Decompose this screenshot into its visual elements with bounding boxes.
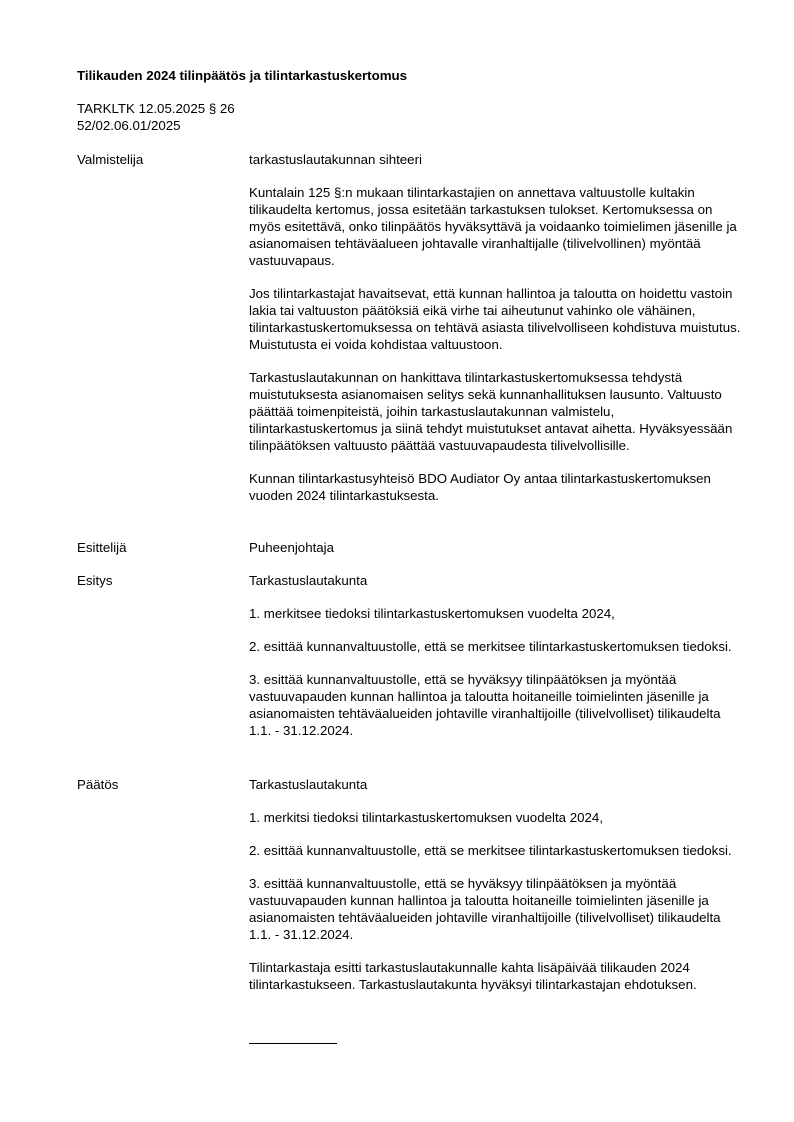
paatos-item-2: 2. esittää kunnanvaltuustolle, että se merkitsee tilintarkastuskertomuksen tiedoksi. <box>249 843 732 858</box>
paatos-section <box>249 776 741 1009</box>
closing-rule <box>249 1043 337 1044</box>
esitys-item-3: 3. esittää kunnanvaltuustolle, että se hyväksyy tilinpäätöksen ja myöntää vastuuvapauden kunnan hallintoa ja taloutta hoitaneille toimielinten jäsenille ja asianomaisten tehtäväalueiden johtaville viranhaltijoille (tilivelvolliset) tilikaudelta 1.1. - 31.12.2024. <box>249 672 721 738</box>
valmistelija-label: Valmistelija <box>77 152 144 167</box>
esitys-item-1: 1. merkitsee tiedoksi tilintarkastuskertomuksen vuodelta 2024, <box>249 606 615 621</box>
esitys-item-2: 2. esittää kunnanvaltuustolle, että se merkitsee tilintarkastuskertomuksen tiedoksi. <box>249 639 732 654</box>
record-number: 52/02.06.01/2025 <box>77 118 181 133</box>
esitys-section <box>249 572 741 755</box>
paatos-body: Tarkastuslautakunta <box>249 777 368 792</box>
valmistelija-paragraph-2: Jos tilintarkastajat havaitsevat, että kunnan hallintoa ja taloutta on hoidettu vastoin lakia tai valtuuston päätöksiä eikä virhe tai aiheutunut vahinko ole vähäinen, tilintarkastuskertomuksessa on tehtävä asiasta tilivelvolliseen kohdistuva muistutus. Muistutusta ei voida kohdistaa valtuustoon. <box>249 286 741 352</box>
valmistelija-paragraph-4: Kunnan tilintarkastusyhteisö BDO Audiator Oy antaa tilintarkastuskertomuksen vuoden 2024 tilintarkastuksesta. <box>249 471 711 503</box>
page-title: Tilikauden 2024 tilinpäätös ja tilintarkastuskertomus <box>77 68 408 83</box>
meeting-reference: TARKLTK 12.05.2025 § 26 <box>77 101 235 116</box>
esittelija-value: Puheenjohtaja <box>249 540 335 555</box>
esitys-body: Tarkastuslautakunta <box>249 573 368 588</box>
esittelija-label: Esittelijä <box>77 540 127 555</box>
valmistelija-section <box>249 151 741 520</box>
esitys-label: Esitys <box>77 573 113 588</box>
valmistelija-paragraph-3: Tarkastuslautakunnan on hankittava tilintarkastuskertomuksessa tehdystä muistutuksesta asianomaisen selitys sekä kunnanhallituksen lausunto. Valtuusto päättää toimenpiteistä, joihin tarkastuslautakunnan valmistelu, tilintarkastuskertomus ja siinä tehdyt muistutukset antavat aihetta. Hyväksyessään tilinpäätöksen valtuusto päättää vastuuvapaudesta tilivelvollisille. <box>249 370 733 453</box>
paatos-label: Päätös <box>77 777 119 792</box>
valmistelija-paragraph-1: Kuntalain 125 §:n mukaan tilintarkastajien on annettava valtuustolle kultakin tilikaudelta kertomus, jossa esitetään tarkastuksen tulokset. Kertomuksessa on myös esitettävä, onko tilinpäätös hyväksyttävä ja voidaanko toimielimen jäsenille ja asianomaisen tehtäväalueen johtavalle viranhaltijalle (tilivelvollinen) myöntää vastuuvapaus. <box>249 185 737 268</box>
paatos-item-1: 1. merkitsi tiedoksi tilintarkastuskertomuksen vuodelta 2024, <box>249 810 604 825</box>
paatos-item-3: 3. esittää kunnanvaltuustolle, että se hyväksyy tilinpäätöksen ja myöntää vastuuvapauden kunnan hallintoa ja taloutta hoitaneille toimielinten jäsenille ja asianomaisten tehtäväalueiden johtaville viranhaltijoille (tilivelvolliset) tilikaudelta 1.1. - 31.12.2024. <box>249 876 721 942</box>
paatos-item-4: Tilintarkastaja esitti tarkastuslautakunnalle kahta lisäpäivää tilikauden 2024 tilintarkastukseen. Tarkastuslautakunta hyväksyi tilintarkastajan ehdotuksen. <box>249 960 697 992</box>
preparer-value: tarkastuslautakunnan sihteeri <box>249 152 422 167</box>
